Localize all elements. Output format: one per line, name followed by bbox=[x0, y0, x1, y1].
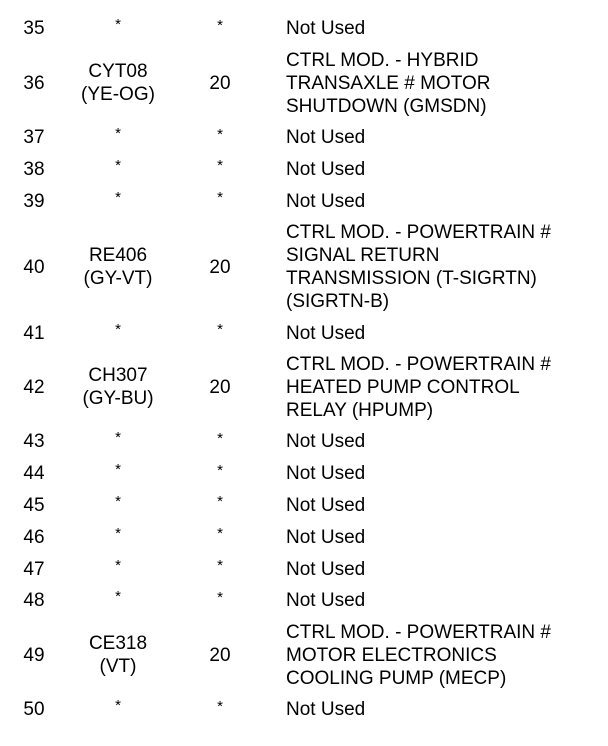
gauge-cell bbox=[188, 493, 252, 517]
circuit-label: (YE-OG) bbox=[81, 84, 155, 106]
gauge-cell bbox=[188, 698, 252, 722]
function-cell bbox=[286, 589, 606, 612]
circuit-label: (GY-VT) bbox=[83, 268, 153, 290]
table-row bbox=[0, 521, 608, 553]
gauge-placeholder: * bbox=[217, 588, 223, 606]
function-text: SHUTDOWN (GMSDN) bbox=[286, 95, 487, 117]
pin-number: 40 bbox=[23, 256, 45, 278]
gauge-placeholder: * bbox=[217, 525, 223, 543]
function-text: RELAY (HPUMP) bbox=[286, 399, 434, 421]
pin-number: 45 bbox=[23, 494, 45, 516]
table-row bbox=[0, 553, 608, 585]
function-text: Not Used bbox=[286, 526, 366, 548]
function-cell bbox=[286, 526, 606, 549]
function-text: CTRL MOD. - HYBRID bbox=[286, 49, 479, 71]
table-row bbox=[0, 694, 608, 726]
gauge-cell bbox=[188, 430, 252, 454]
gauge-cell bbox=[188, 557, 252, 581]
gauge-value: 20 bbox=[209, 644, 231, 666]
circuit-cell bbox=[70, 632, 166, 678]
function-cell bbox=[286, 158, 606, 181]
gauge-placeholder: * bbox=[217, 321, 223, 339]
function-cell bbox=[286, 322, 606, 345]
gauge-placeholder: * bbox=[217, 189, 223, 207]
circuit-placeholder: * bbox=[115, 320, 121, 338]
gauge-cell bbox=[188, 462, 252, 486]
function-cell bbox=[286, 494, 606, 517]
function-text: Not Used bbox=[286, 590, 366, 612]
circuit-cell bbox=[70, 60, 166, 106]
table-row bbox=[0, 317, 608, 349]
function-text: Not Used bbox=[286, 158, 366, 180]
circuit-placeholder: * bbox=[115, 125, 121, 143]
function-text: TRANSAXLE # MOTOR bbox=[286, 72, 491, 94]
table-row bbox=[0, 585, 608, 617]
function-text: Not Used bbox=[286, 494, 366, 516]
table-row bbox=[0, 349, 608, 426]
circuit-cell bbox=[70, 244, 166, 290]
gauge-cell bbox=[188, 525, 252, 549]
function-cell bbox=[286, 698, 606, 721]
pin-number: 42 bbox=[23, 376, 45, 398]
circuit-cell bbox=[70, 430, 166, 453]
gauge-value: 20 bbox=[209, 72, 231, 94]
pin-number: 47 bbox=[23, 558, 45, 580]
function-text: CTRL MOD. - POWERTRAIN # bbox=[286, 353, 551, 375]
circuit-cell bbox=[70, 17, 166, 40]
gauge-placeholder: * bbox=[217, 461, 223, 479]
pin-number: 41 bbox=[23, 322, 45, 344]
function-text: COOLING PUMP (MECP) bbox=[286, 667, 507, 689]
gauge-placeholder: * bbox=[217, 429, 223, 447]
function-cell bbox=[286, 126, 606, 149]
table-row bbox=[0, 13, 608, 45]
function-text: Not Used bbox=[286, 699, 366, 721]
gauge-placeholder: * bbox=[217, 557, 223, 575]
circuit-label: RE406 bbox=[88, 245, 148, 267]
function-cell bbox=[286, 462, 606, 485]
table-row bbox=[0, 217, 608, 317]
gauge-cell bbox=[188, 157, 252, 181]
circuit-cell bbox=[70, 322, 166, 345]
function-cell bbox=[286, 558, 606, 581]
function-cell bbox=[286, 621, 606, 690]
circuit-cell bbox=[70, 126, 166, 149]
pin-number: 36 bbox=[23, 72, 45, 94]
function-text: Not Used bbox=[286, 558, 366, 580]
function-text: TRANSMISSION (T-SIGRTN) bbox=[286, 268, 537, 290]
circuit-placeholder: * bbox=[115, 188, 121, 206]
pin-number: 35 bbox=[23, 18, 45, 40]
function-cell bbox=[286, 221, 606, 313]
function-text: Not Used bbox=[286, 190, 366, 212]
function-cell bbox=[286, 49, 606, 118]
function-text: Not Used bbox=[286, 463, 366, 485]
gauge-placeholder: * bbox=[217, 157, 223, 175]
circuit-label: (GY-BU) bbox=[82, 388, 154, 410]
circuit-placeholder: * bbox=[115, 429, 121, 447]
function-cell bbox=[286, 190, 606, 213]
circuit-cell bbox=[70, 190, 166, 213]
circuit-cell bbox=[70, 558, 166, 581]
circuit-placeholder: * bbox=[115, 556, 121, 574]
gauge-cell bbox=[188, 72, 252, 95]
circuit-placeholder: * bbox=[115, 16, 121, 34]
gauge-value: 20 bbox=[209, 256, 231, 278]
gauge-cell bbox=[188, 321, 252, 345]
gauge-placeholder: * bbox=[217, 493, 223, 511]
gauge-placeholder: * bbox=[217, 125, 223, 143]
table-row bbox=[0, 617, 608, 694]
pin-number: 38 bbox=[23, 158, 45, 180]
gauge-cell bbox=[188, 189, 252, 213]
circuit-placeholder: * bbox=[115, 697, 121, 715]
circuit-label: CH307 bbox=[88, 365, 148, 387]
gauge-cell bbox=[188, 589, 252, 613]
table-row bbox=[0, 45, 608, 122]
function-text: CTRL MOD. - POWERTRAIN # bbox=[286, 621, 551, 643]
pin-number: 46 bbox=[23, 526, 45, 548]
pin-number: 49 bbox=[23, 644, 45, 666]
table-row bbox=[0, 426, 608, 458]
circuit-cell bbox=[70, 698, 166, 721]
gauge-cell bbox=[188, 256, 252, 279]
function-text: (SIGRTN-B) bbox=[286, 291, 390, 313]
gauge-cell bbox=[188, 376, 252, 399]
table-row bbox=[0, 185, 608, 217]
function-cell bbox=[286, 353, 606, 422]
table-row bbox=[0, 154, 608, 186]
connector-pinout-table bbox=[0, 13, 608, 726]
pin-number: 44 bbox=[23, 463, 45, 485]
circuit-cell bbox=[70, 589, 166, 612]
table-row bbox=[0, 458, 608, 490]
table-row bbox=[0, 122, 608, 154]
gauge-cell bbox=[188, 126, 252, 150]
gauge-placeholder: * bbox=[217, 697, 223, 715]
pin-number: 50 bbox=[23, 699, 45, 721]
circuit-cell bbox=[70, 526, 166, 549]
pin-number: 37 bbox=[23, 127, 45, 149]
function-text: Not Used bbox=[286, 322, 366, 344]
function-text: Not Used bbox=[286, 18, 366, 40]
function-text: CTRL MOD. - POWERTRAIN # bbox=[286, 222, 551, 244]
gauge-cell bbox=[188, 17, 252, 41]
circuit-label: CE318 bbox=[88, 633, 148, 655]
table-row bbox=[0, 490, 608, 522]
function-text: MOTOR ELECTRONICS bbox=[286, 644, 497, 666]
gauge-cell bbox=[188, 644, 252, 667]
gauge-placeholder: * bbox=[217, 16, 223, 34]
pin-number: 43 bbox=[23, 431, 45, 453]
function-cell bbox=[286, 17, 606, 40]
circuit-label: CYT08 bbox=[88, 61, 148, 83]
circuit-cell bbox=[70, 462, 166, 485]
function-cell bbox=[286, 430, 606, 453]
circuit-placeholder: * bbox=[115, 588, 121, 606]
circuit-placeholder: * bbox=[115, 156, 121, 174]
circuit-cell bbox=[70, 494, 166, 517]
pin-number: 48 bbox=[23, 590, 45, 612]
circuit-label: (VT) bbox=[99, 656, 137, 678]
function-text: HEATED PUMP CONTROL bbox=[286, 376, 520, 398]
circuit-placeholder: * bbox=[115, 492, 121, 510]
circuit-cell bbox=[70, 158, 166, 181]
circuit-placeholder: * bbox=[115, 461, 121, 479]
gauge-value: 20 bbox=[209, 376, 231, 398]
function-text: SIGNAL RETURN bbox=[286, 245, 440, 267]
pin-number: 39 bbox=[23, 190, 45, 212]
function-text: Not Used bbox=[286, 431, 366, 453]
function-text: Not Used bbox=[286, 127, 366, 149]
circuit-placeholder: * bbox=[115, 524, 121, 542]
circuit-cell bbox=[70, 364, 166, 410]
